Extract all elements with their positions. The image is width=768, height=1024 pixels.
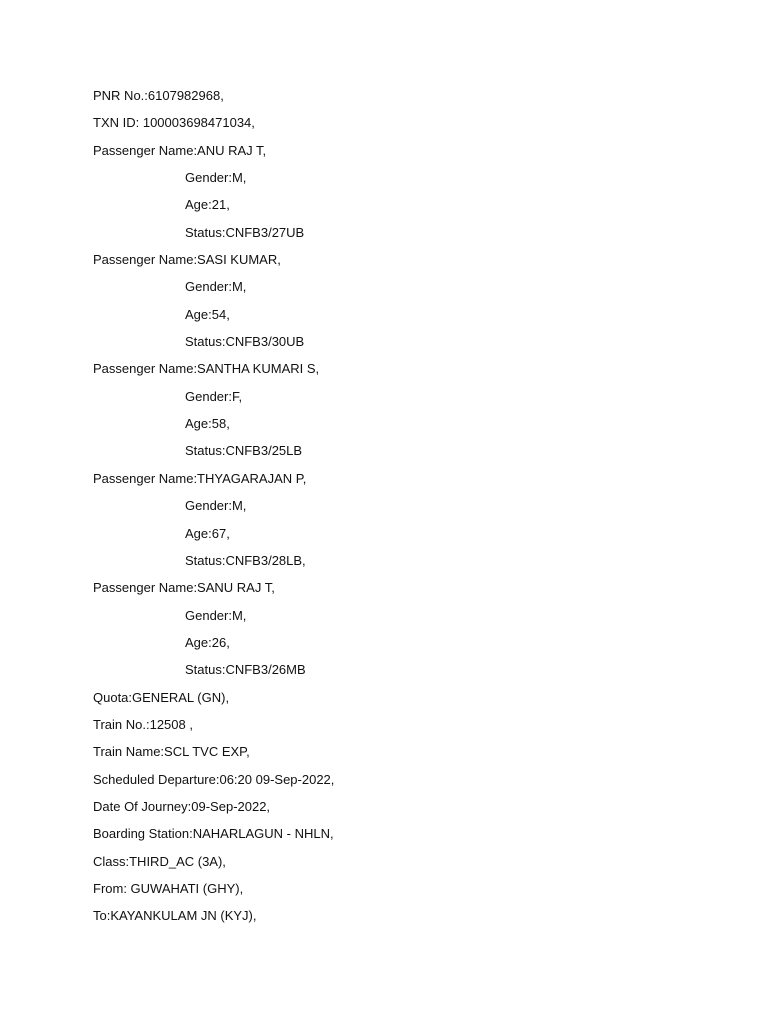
passenger-age: Age:54,	[185, 306, 230, 322]
transaction-id: TXN ID: 100003698471034,	[93, 115, 255, 131]
passenger-status: Status:CNFB3/25LB	[185, 443, 303, 459]
passenger-gender: Gender:F,	[185, 388, 243, 404]
passenger-status: Status:CNFB3/30UB	[185, 334, 305, 350]
passenger-name: Passenger Name:SASI KUMAR,	[93, 252, 281, 268]
scheduled-departure: Scheduled Departure:06:20 09-Sep-2022,	[93, 771, 335, 787]
train-number: Train No.:12508 ,	[93, 716, 193, 732]
passenger-name: Passenger Name:THYAGARAJAN P,	[93, 470, 307, 486]
to-station: To:KAYANKULAM JN (KYJ),	[93, 908, 257, 924]
passenger-age: Age:26,	[185, 634, 230, 650]
boarding-station: Boarding Station:NAHARLAGUN - NHLN,	[93, 826, 334, 842]
passenger-name: Passenger Name:SANU RAJ T,	[93, 580, 275, 596]
passenger-gender: Gender:M,	[185, 498, 247, 514]
train-name: Train Name:SCL TVC EXP,	[93, 744, 250, 760]
passenger-age: Age:67,	[185, 525, 230, 541]
passenger-age: Age:58,	[185, 416, 230, 432]
passenger-status: Status:CNFB3/26MB	[185, 662, 306, 678]
passenger-name: Passenger Name:ANU RAJ T,	[93, 142, 267, 158]
quota: Quota:GENERAL (GN),	[93, 689, 230, 705]
ticket-details	[93, 87, 334, 935]
from-station: From: GUWAHATI (GHY),	[93, 880, 244, 896]
passenger-gender: Gender:M,	[185, 170, 247, 186]
passenger-status: Status:CNFB3/27UB	[185, 224, 305, 240]
travel-class: Class:THIRD_AC (3A),	[93, 853, 226, 869]
pnr-number: PNR No.:6107982968,	[93, 88, 224, 103]
passenger-gender: Gender:M,	[185, 279, 247, 295]
passenger-status: Status:CNFB3/28LB,	[185, 552, 306, 568]
passenger-gender: Gender:M,	[185, 607, 247, 623]
passenger-name: Passenger Name:SANTHA KUMARI S,	[93, 361, 320, 377]
passenger-age: Age:21,	[185, 197, 230, 213]
date-of-journey: Date Of Journey:09-Sep-2022,	[93, 798, 271, 814]
